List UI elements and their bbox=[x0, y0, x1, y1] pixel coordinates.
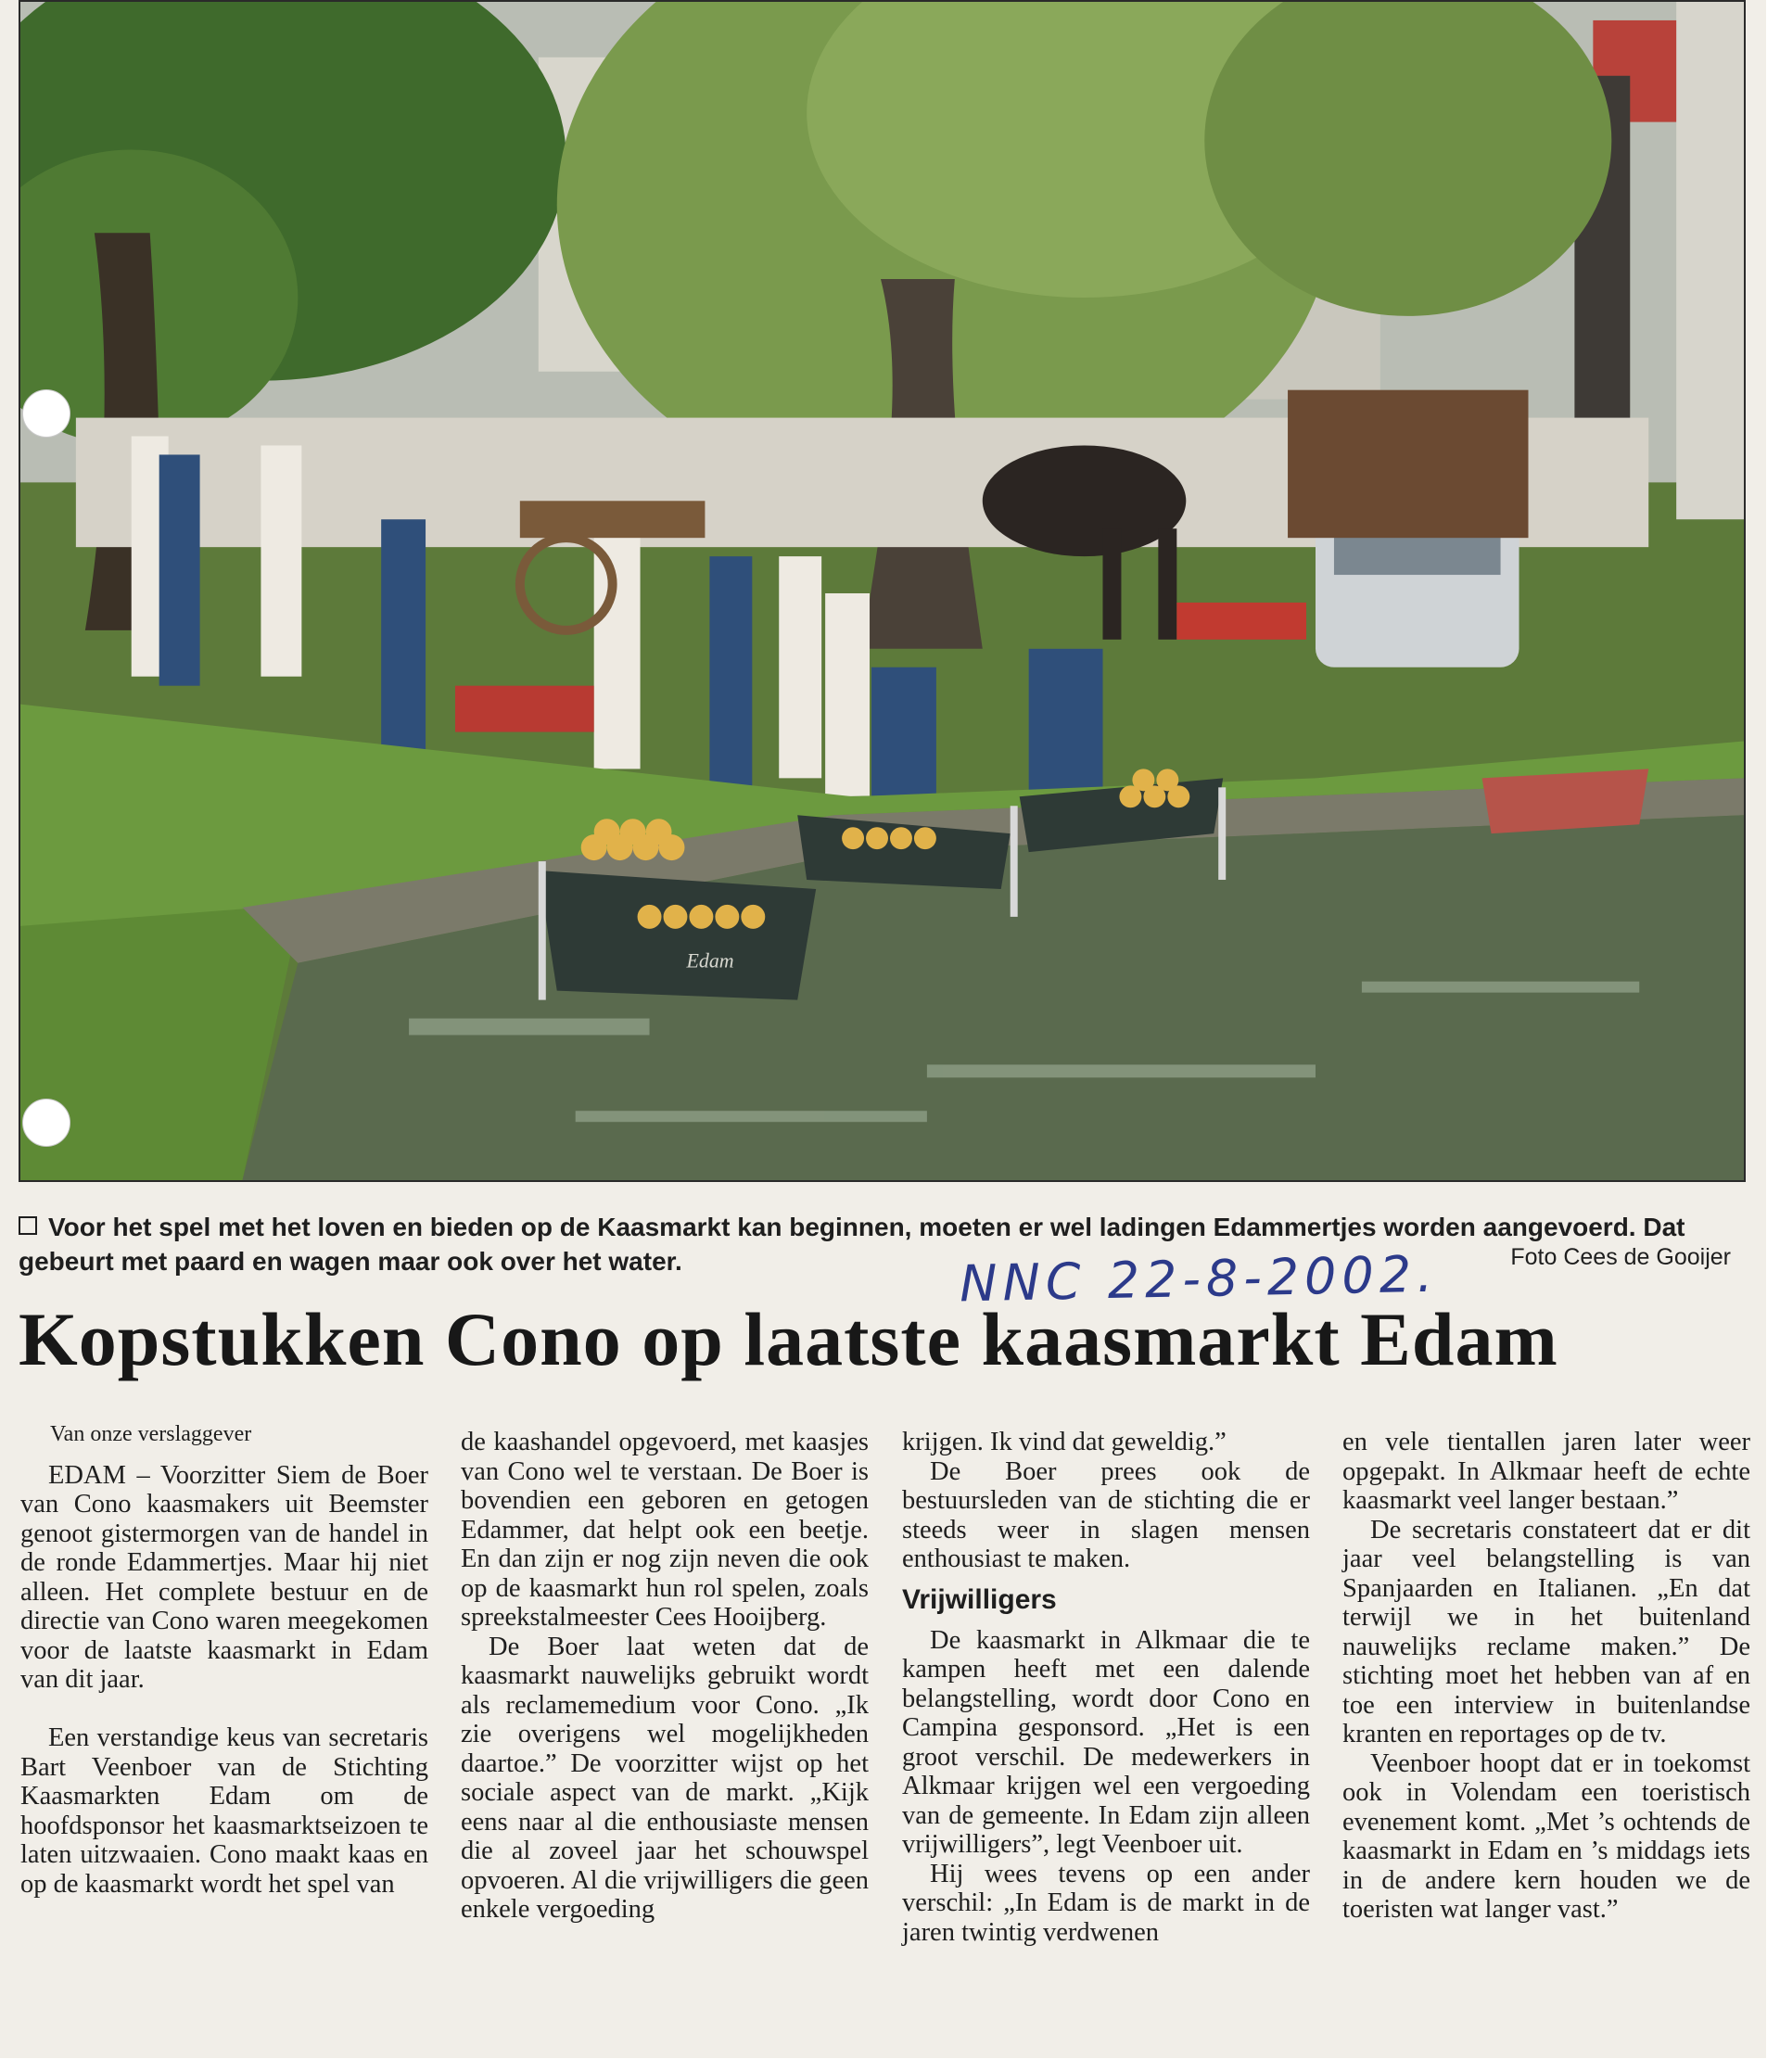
article-column-3 bbox=[902, 1428, 1310, 1947]
paragraph: EDAM – Voorzitter Siem de Boer van Cono kaasmakers uit Beemster genoot gistermorgen van de handel in de ronde Edammertjes. Maar hij niet alleen. Het complete bestuur en de directie van Cono waren meegekomen voor de laatste kaasmarkt in Edam van dit jaar. bbox=[20, 1460, 428, 1694]
paragraph: en vele tientallen jaren later weer opgepakt. In Alkmaar heeft de echte kaasmarkt veel langer bestaan.” bbox=[1342, 1428, 1750, 1515]
punch-hole-top bbox=[22, 389, 70, 438]
paragraph: De kaasmarkt in Alkmaar die te kampen heeft met een dalende belangstelling, wordt door Cono en Campina gesponsord. „Het is een groot verschil. De medewerkers in Alkmaar krijgen wel een vergoeding van de gemeente. In Edam zijn alleen vrijwilligers”, legt Veenboer uit. bbox=[902, 1625, 1310, 1859]
photo-caption bbox=[19, 1210, 1746, 1278]
paragraph: De Boer laat weten dat de kaasmarkt nauwelijks gebruikt wordt als reclamemedium voor Cono. „Ik zie overigens wel mogelijkheden daartoe.” De voorzitter wijst op het sociale aspect van de markt. „Kijk eens naar al die enthousiaste mensen die al zoveel jaar het schouwspel opvoeren. Al die vrijwilligers die geen enkele vergoeding bbox=[461, 1632, 869, 1924]
byline: Van onze verslaggever bbox=[50, 1422, 252, 1446]
paragraph: Een verstandige keus van secretaris Bart Veenboer van de Stichting Kaasmarkten Edam om de hoofdsponsor het kaasmarktseizoen te laten uitzwaaien. Cono maakt kaas en op de kaasmarkt wordt het spel van bbox=[20, 1723, 428, 1899]
paragraph: De secretaris constateert dat er dit jaar veel belangstelling is van Spanjaarden en Italianen. „En dat terwijl we in het buitenland nauwelijks reclame maken.” De stichting moet het hebben van af en toe een interview in buitenlandse kranten en reportages op de tv. bbox=[1342, 1515, 1750, 1748]
paragraph: de kaashandel opgevoerd, met kaasjes van Cono wel te verstaan. De Boer is bovendien een geboren en getogen Edammer, dat helpt ook een beetje. En dan zijn er nog zijn neven die ook op de kaasmarkt hun rol spelen, zoals spreekstalmeester Cees Hooijberg. bbox=[461, 1428, 869, 1632]
article-column-1 bbox=[20, 1420, 428, 1899]
news-photo bbox=[19, 0, 1746, 1182]
punch-hole-bottom bbox=[22, 1099, 70, 1147]
paragraph: krijgen. Ik vind dat geweldig.” bbox=[902, 1428, 1227, 1456]
article-column-4 bbox=[1342, 1428, 1750, 1925]
subheading: Vrijwilligers bbox=[902, 1583, 1057, 1615]
caption-text: Voor het spel met het loven en bieden op de Kaasmarkt kan beginnen, moeten er wel ladingen Edammertjes worden aangevoerd. Dat gebeurt met paard en wagen maar ook over het water. bbox=[19, 1213, 1685, 1276]
handwritten-note: NNC 22-8-2002. bbox=[959, 1244, 1439, 1314]
paragraph: Hij wees tevens op een ander verschil: „In Edam is de markt in de jaren twintig verdwenen bbox=[902, 1859, 1310, 1947]
article-column-2 bbox=[461, 1428, 869, 1925]
paragraph: Veenboer hoopt dat er in toekomst ook in Volendam een toeristisch evenement komt. „Met ’s ochtends de kaasmarkt in Edam en ’s middags iets in de andere kern houden we de toeristen wat langer vast.” bbox=[1342, 1748, 1750, 1924]
article-headline: Kopstukken Cono op laatste kaasmarkt Edam bbox=[19, 1297, 1558, 1381]
photo-illustration bbox=[20, 2, 1744, 1180]
paragraph: De Boer prees ook de bestuursleden van de stichting die er steeds weer in slagen mensen enthousiast te maken. bbox=[902, 1456, 1310, 1573]
photo-credit: Foto Cees de Gooijer bbox=[1510, 1244, 1731, 1270]
boat-label: Edam bbox=[686, 948, 734, 972]
caption-square-icon bbox=[19, 1216, 37, 1235]
